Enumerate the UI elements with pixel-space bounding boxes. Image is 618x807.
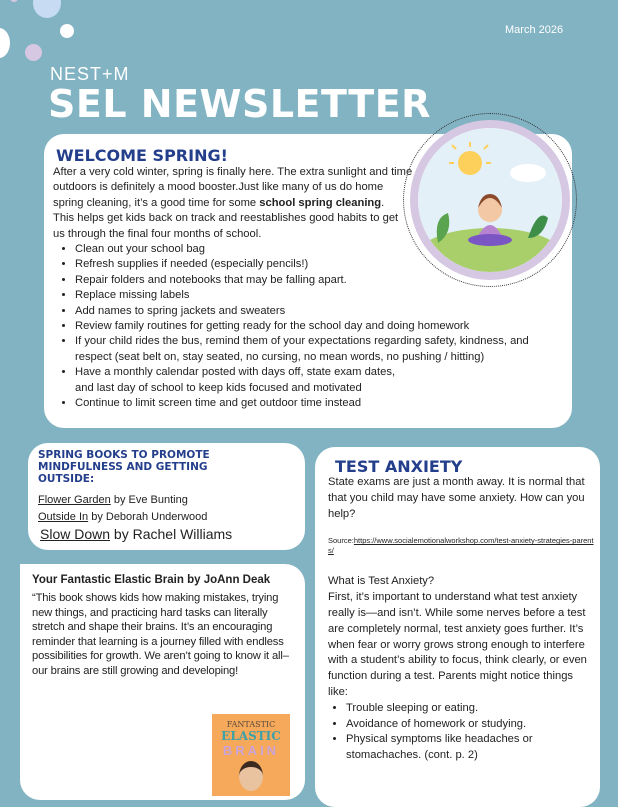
spring-books-card (28, 443, 305, 550)
test-intro: State exams are just a month away. It is normal that that you child may have some anxiety. How can you help? (328, 476, 585, 520)
source: Source:https://www.socialemotionalworkshop.com/test-anxiety-strategies-parents/ (328, 536, 594, 556)
book-feature-body: “This book shows kids how making mistakes, trying new things, and practicing hard tasks can literally stretch and shape their brains. It’s an encouraging reminder that learning is a journey filled with endless possibilities for growth. We aren’t going to know it all–our brains are still growing and developing! (32, 592, 289, 677)
list-item: • Add names to spring jackets and sweaters (75, 304, 555, 319)
list-item: • Review family routines for getting ready for the school day and doing homework (75, 319, 555, 334)
books-heading: SPRING BOOKS TO PROMOTE MINDFULNESS AND GETTING OUTSIDE: (38, 449, 210, 485)
test-heading: TEST ANXIETY (335, 457, 463, 476)
test-body (328, 475, 596, 764)
source-link[interactable]: https://www.socialemotionalworkshop.com/test-anxiety-strategies-parents/ (328, 536, 594, 556)
decor-circle (0, 28, 10, 58)
welcome-paragraph: After a very cold winter, spring is finally here. The extra sunlight and time outdoors is definitely a mood booster.Just like many of us do home spring cleaning, it’s a good time for some school spring cleaning. (53, 166, 413, 209)
welcome-body (53, 165, 529, 412)
elastic-brain-card (20, 564, 305, 800)
book-title[interactable]: Flower Garden (38, 494, 111, 506)
book-item: Slow Down by Rachel Williams (40, 526, 233, 542)
brand-name: NEST+M (50, 64, 130, 84)
book-cover-image: FANTASTIC ELASTIC BRAIN (212, 714, 290, 796)
decor-circle (60, 24, 74, 38)
list-item: • Trouble sleeping or eating. (346, 701, 596, 717)
test-paragraph: First, it’s important to understand what test anxiety really is—and isn’t. While some nerves before a test are completely normal, test anxiety goes further. It’s when fear or worry grows strong enough to interfere with a student’s ability to focus, think clearly, or even function during a test. Parents might notice things like: (328, 591, 587, 698)
decor-circle (33, 0, 61, 18)
list-item: • Replace missing labels (75, 288, 555, 303)
list-item: • Refresh supplies if needed (especially pencils!) (75, 257, 555, 272)
issue-date: March 2026 (505, 24, 564, 36)
list-item: • If your child rides the bus, remind them of your expectations regarding safety, kindness, and respect (seat belt on, stay seated, no cursing, no mean words, no pushing / hitting) (75, 334, 555, 365)
book-title[interactable]: Outside In (38, 511, 89, 523)
list-item: • Physical symptoms like headaches or stomachaches. (cont. p. 2) (346, 732, 546, 764)
decor-circle (25, 44, 42, 61)
list-item: • Repair folders and notebooks that may be falling apart. (75, 273, 555, 288)
test-question: What is Test Anxiety? (328, 575, 435, 588)
welcome-heading: WELCOME SPRING! (56, 146, 228, 165)
list-item: • Avoidance of homework or studying. (346, 717, 596, 733)
test-anxiety-card (315, 447, 600, 807)
book-item: Flower Garden by Eve Bunting (38, 494, 188, 506)
list-item: • Clean out your school bag (75, 242, 555, 257)
meditating-child-illustration (418, 128, 562, 272)
book-item: Outside In by Deborah Underwood (38, 511, 208, 523)
newsletter-title: SEL NEWSLETTER (48, 82, 431, 126)
list-item: • Have a monthly calendar posted with days off, state exam dates, and last day of school to keep kids focused and motivated (75, 365, 405, 396)
symptom-list (328, 701, 596, 764)
book-list (38, 492, 232, 543)
decor-circle (10, 0, 18, 2)
book-feature-title: Your Fantastic Elastic Brain by JoAnn Deak (32, 574, 271, 586)
list-item: • Continue to limit screen time and get outdoor time instead (75, 396, 555, 411)
book-title[interactable]: Slow Down (40, 526, 111, 542)
welcome-paragraph-2: This helps get kids back on track and reestablishes good habits to get us through the final four months of school. (53, 212, 399, 240)
